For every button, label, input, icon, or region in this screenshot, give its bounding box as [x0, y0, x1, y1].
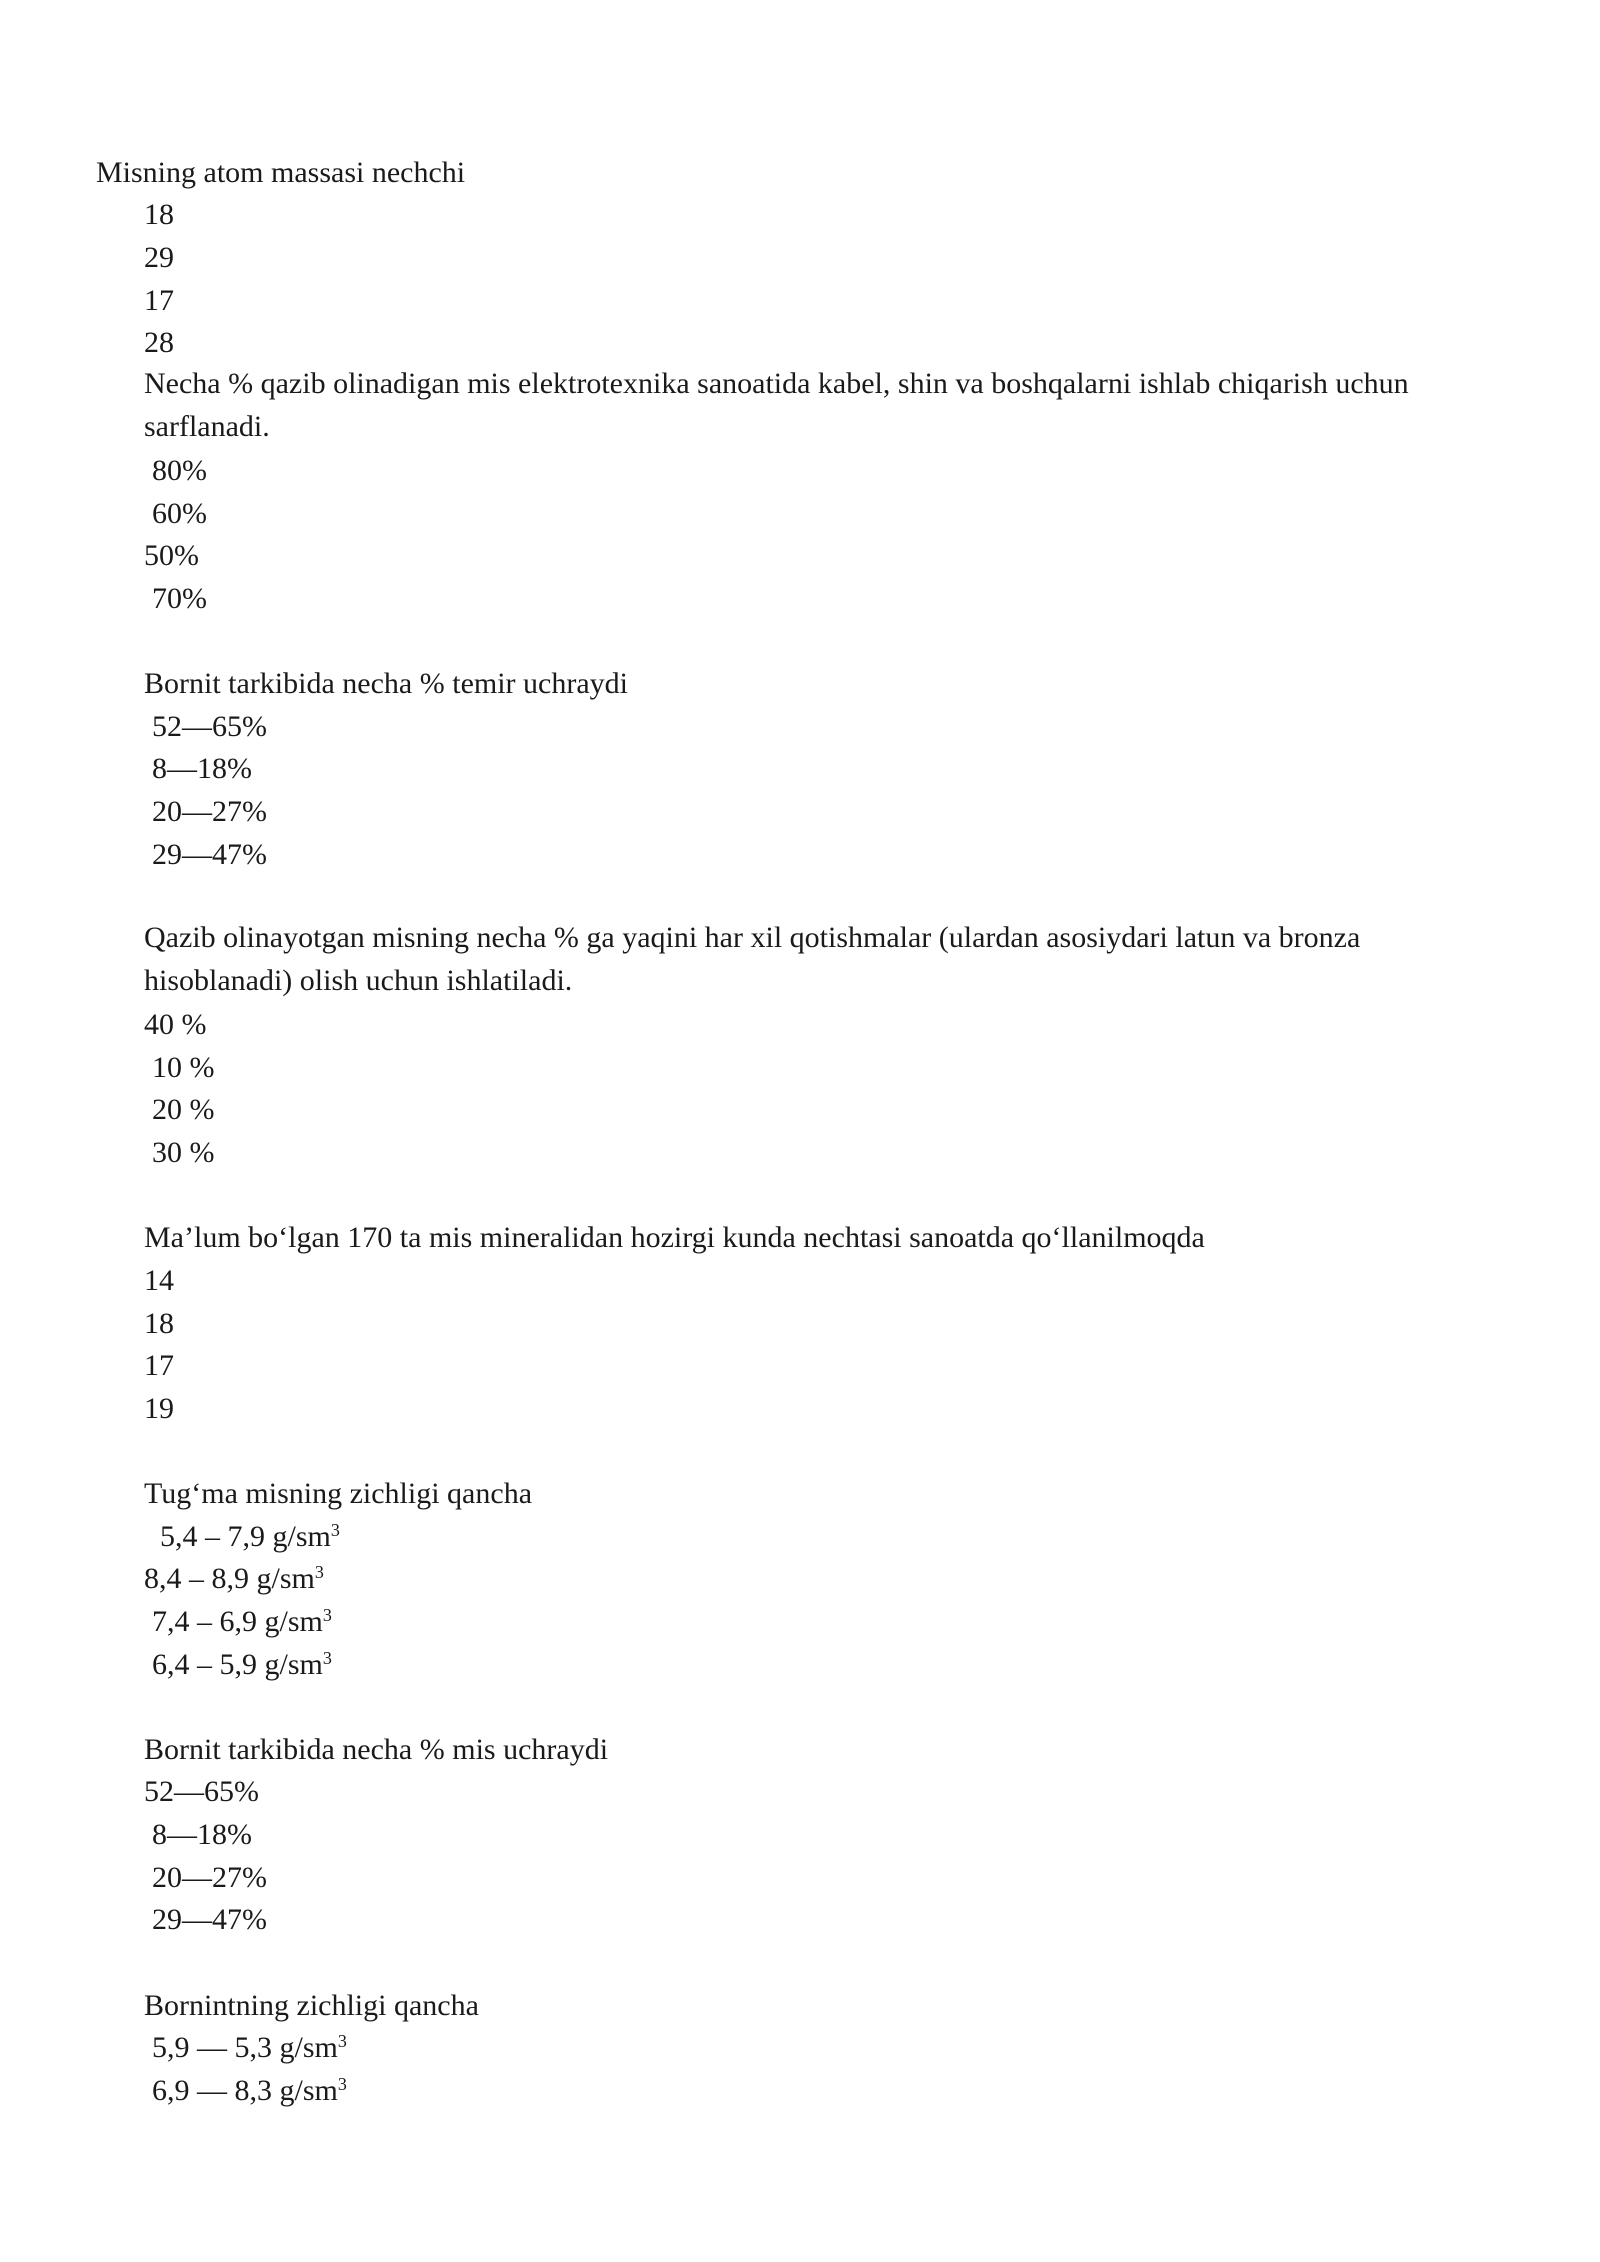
answer-option: 18 [144, 198, 174, 231]
unit-exponent: 3 [322, 1648, 332, 1669]
answer-option: 80% [152, 454, 207, 487]
answer-option-text: 6,4 – 5,9 g/sm [152, 1648, 323, 1681]
answer-option: 17 [144, 284, 174, 317]
answer-option [152, 1650, 332, 1680]
answer-option-text: 7,4 – 6,9 g/sm [152, 1605, 323, 1638]
answer-option: 14 [144, 1264, 174, 1297]
question-text: Necha % qazib olinadigan mis elektrotexnika sanoatida kabel, shin va boshqalarni ishlab chiqarish uchun sarflanadi. [144, 367, 1409, 443]
unit-exponent: 3 [330, 1520, 340, 1541]
answer-option: 52—65% [144, 1775, 259, 1808]
answer-option: 29—47% [152, 838, 267, 871]
answer-option: 20 % [152, 1093, 215, 1126]
answer-option: 18 [144, 1307, 174, 1340]
answer-option: 17 [144, 1349, 174, 1382]
answer-option: 70% [152, 582, 207, 615]
answer-option: 20—27% [152, 795, 267, 828]
question-text: Bornit tarkibida necha % temir uchraydi [144, 667, 628, 700]
answer-option-text: 6,9 — 8,3 g/sm [152, 2074, 338, 2107]
answer-option: 20—27% [152, 1861, 267, 1894]
question-text: Bornintning zichligi qancha [144, 1989, 479, 2022]
answer-option [152, 1607, 332, 1637]
answer-option: 30 % [152, 1136, 215, 1169]
answer-option: 52—65% [152, 710, 267, 743]
answer-option: 19 [144, 1392, 174, 1425]
answer-option: 29—47% [152, 1903, 267, 1936]
answer-option: 40 % [144, 1008, 207, 1041]
answer-option [160, 1522, 340, 1552]
answer-option: 28 [144, 326, 174, 359]
unit-exponent: 3 [322, 1605, 332, 1626]
answer-option: 8—18% [152, 752, 252, 785]
answer-option: 10 % [152, 1051, 215, 1084]
answer-option [152, 2033, 347, 2063]
answer-option: 50% [144, 539, 199, 572]
answer-option [152, 2076, 347, 2106]
unit-exponent: 3 [337, 2031, 347, 2052]
unit-exponent: 3 [314, 1562, 324, 1583]
answer-option-text: 5,9 — 5,3 g/sm [152, 2031, 338, 2064]
answer-option: 60% [152, 497, 207, 530]
answer-option: 29 [144, 241, 174, 274]
answer-option-text: 5,4 – 7,9 g/sm [160, 1520, 331, 1553]
answer-option: 8—18% [152, 1818, 252, 1851]
question-text: Misning atom massasi nechchi [96, 156, 466, 189]
question-text: Tug‘ma misning zichligi qancha [144, 1477, 533, 1510]
question-text: Ma’lum bo‘lgan 170 ta mis mineralidan hozirgi kunda nechtasi sanoatda qo‘llanilmoqda [144, 1221, 1205, 1254]
question-text: Qazib olinayotgan misning necha % ga yaqini har xil qotishmalar (ulardan asosiydari latun va bronza hisoblanadi) olish uchun ishlatiladi. [144, 921, 1361, 997]
unit-exponent: 3 [337, 2074, 347, 2095]
question-text: Bornit tarkibida necha % mis uchraydi [144, 1733, 609, 1766]
answer-option-text: 8,4 – 8,9 g/sm [144, 1562, 315, 1595]
answer-option [144, 1564, 324, 1594]
